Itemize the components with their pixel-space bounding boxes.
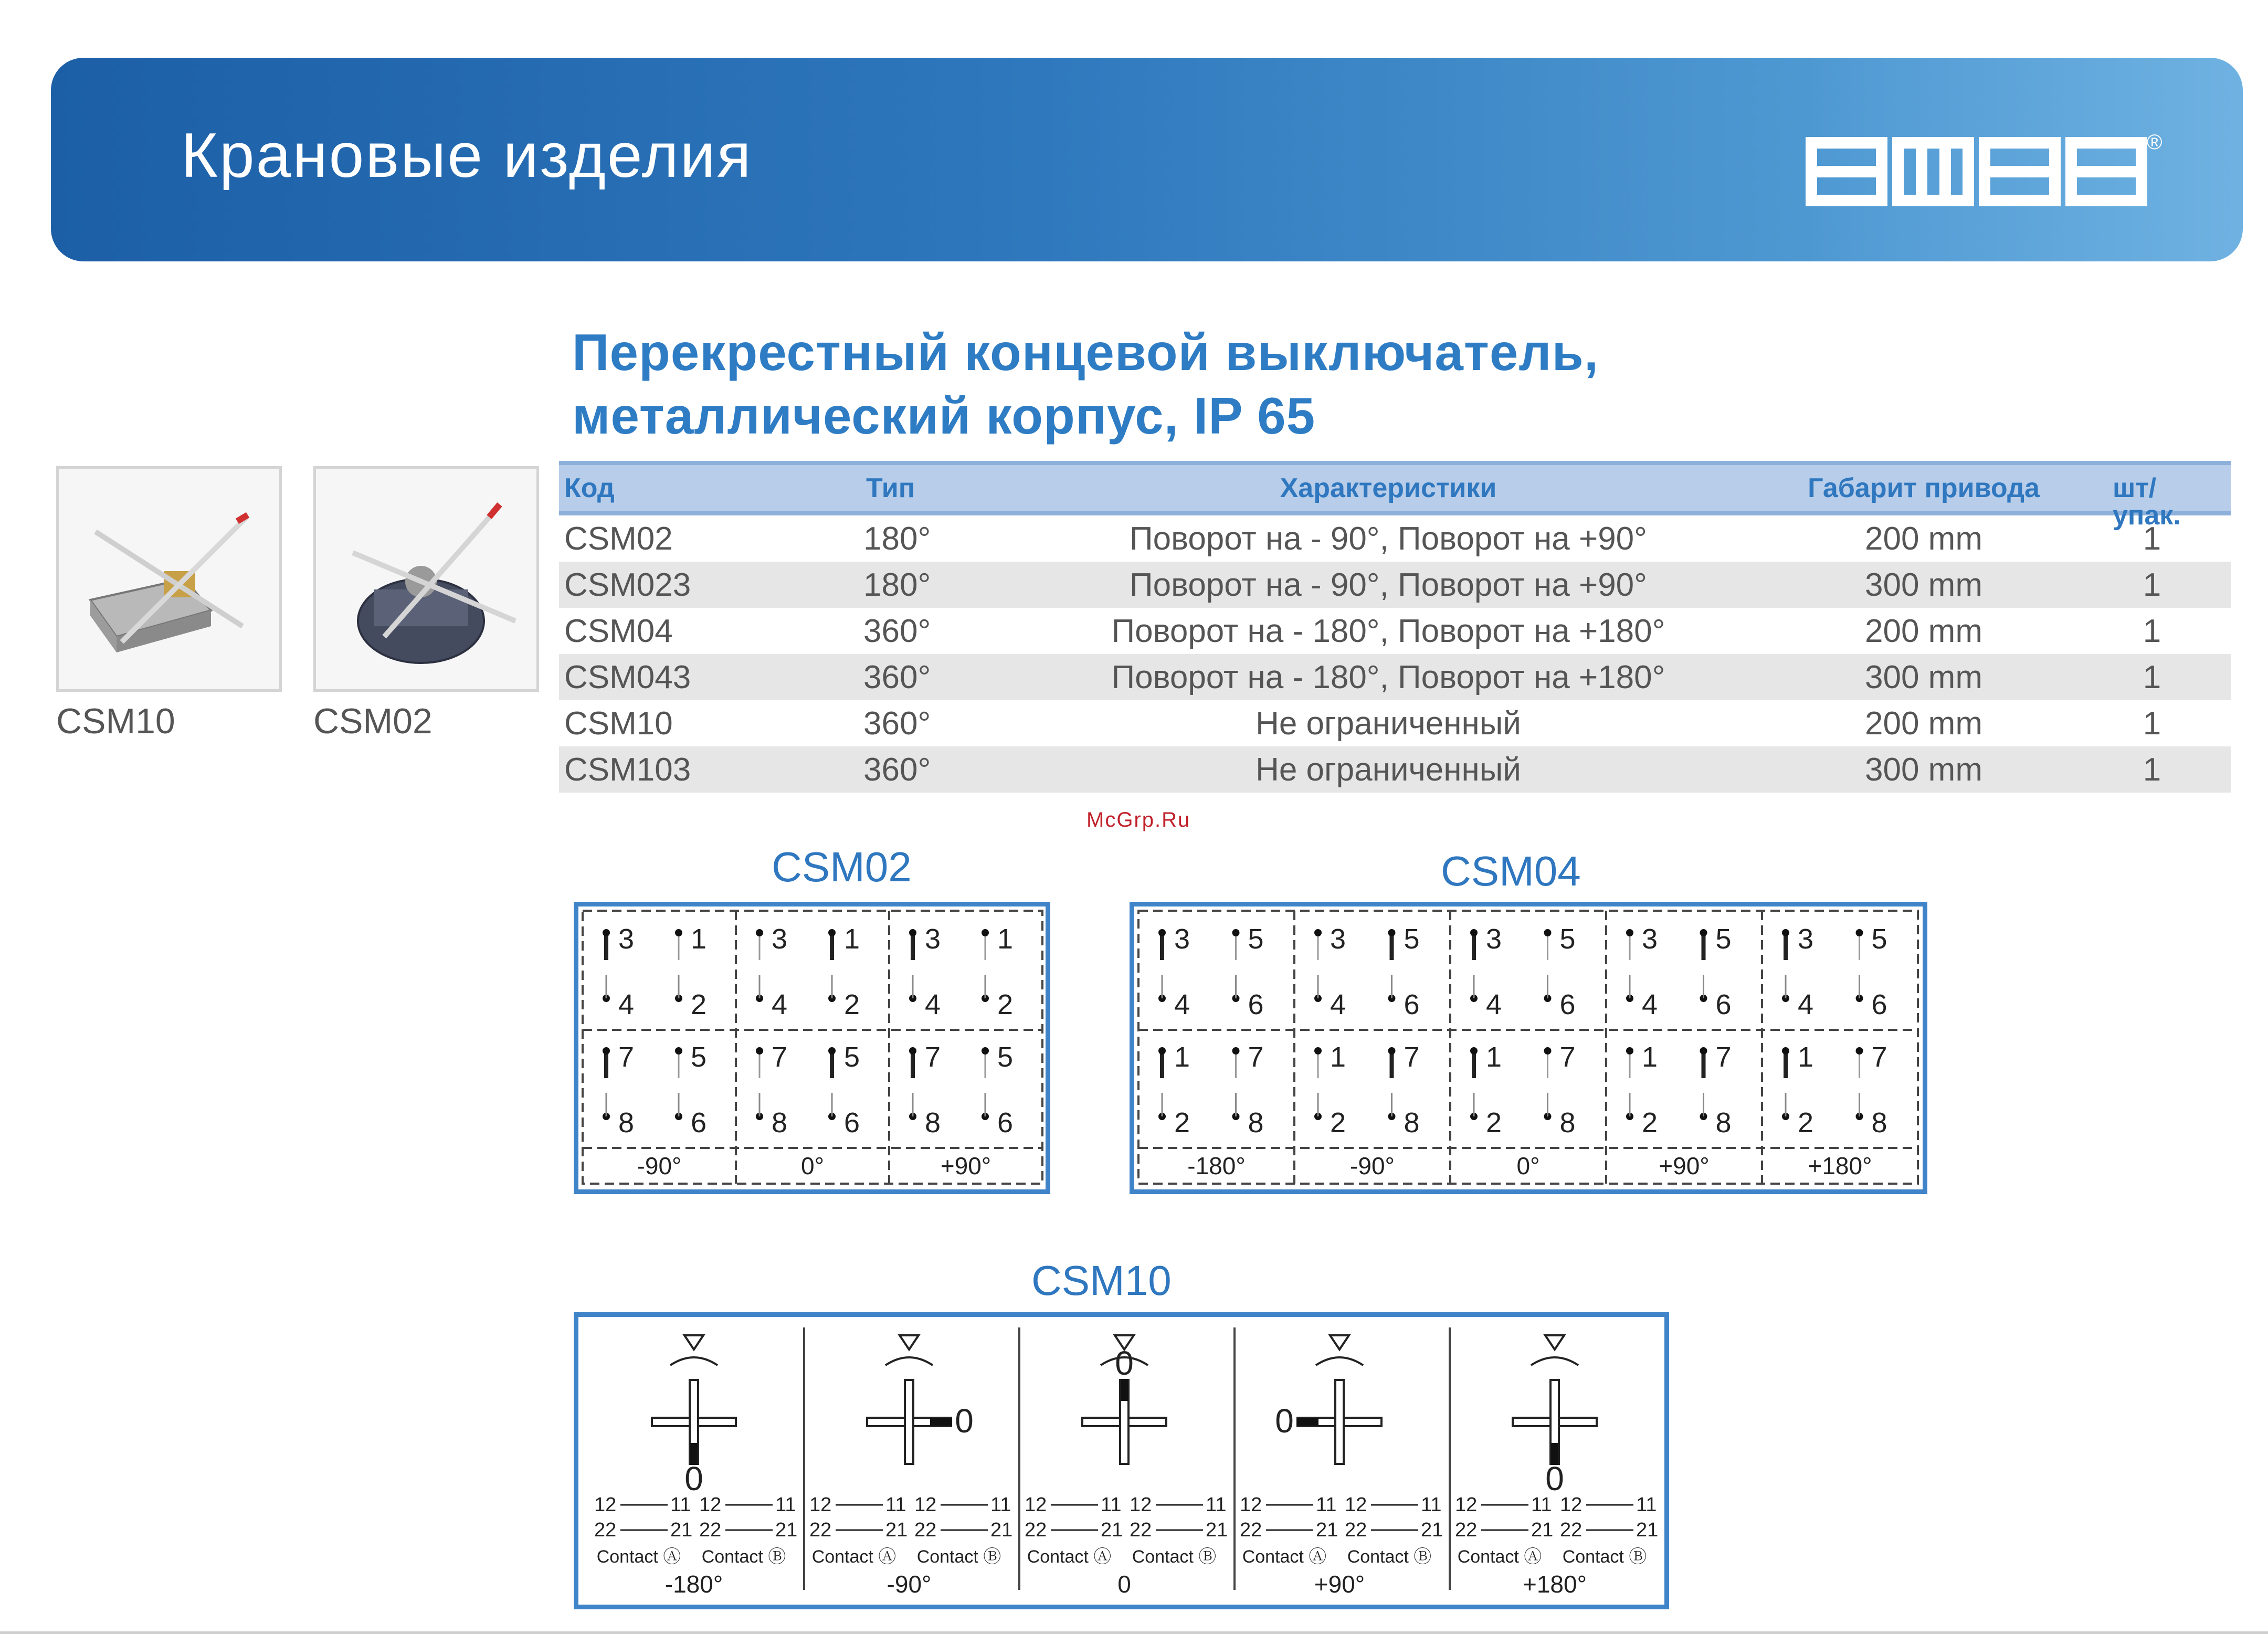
contact-point <box>1626 929 1633 936</box>
csm04-title: CSM04 <box>1441 848 1581 894</box>
csm04-contact-grid <box>1134 906 1923 1189</box>
contact-point <box>1232 1047 1240 1055</box>
switch-photo-illustration <box>316 469 536 689</box>
cell-type: 180° <box>863 521 931 557</box>
header-code: Код <box>564 473 615 503</box>
terminal-number: 12 <box>1560 1494 1583 1516</box>
terminal-number: 4 <box>618 989 635 1020</box>
photo-caption-csm10: CSM10 <box>56 701 175 741</box>
terminal-number: 1 <box>1330 1041 1346 1073</box>
terminal-number: 7 <box>924 1041 941 1073</box>
terminal-number: 21 <box>1421 1519 1443 1541</box>
terminal-number: 3 <box>1797 923 1814 955</box>
angle-label: +180° <box>1522 1570 1587 1598</box>
cell-code: CSM04 <box>564 613 673 649</box>
contact-point <box>675 1047 682 1055</box>
terminal-number: 12 <box>1240 1494 1262 1516</box>
registered-mark: ® <box>2147 131 2162 154</box>
terminal-number: 21 <box>1206 1519 1228 1541</box>
terminal-number: 11 <box>885 1494 906 1516</box>
terminal-number: 12 <box>699 1494 722 1516</box>
terminal-number: 6 <box>1559 989 1576 1020</box>
terminal-number: 5 <box>1404 923 1420 955</box>
table-row <box>559 515 2231 562</box>
terminal-number: 11 <box>990 1494 1011 1516</box>
csm04-diagram <box>1130 902 1927 1194</box>
terminal-number: 22 <box>914 1519 937 1541</box>
terminal-number: 2 <box>1641 1107 1658 1138</box>
banner-title: Крановые изделия <box>181 120 753 191</box>
cell-pack-qty: 1 <box>2143 752 2161 788</box>
contact-label: Contact Ⓑ <box>1562 1547 1647 1567</box>
cell-code: CSM043 <box>564 659 691 695</box>
table-body <box>559 515 2231 793</box>
cell-code: CSM023 <box>564 567 691 603</box>
contact-label: Contact Ⓑ <box>1132 1547 1217 1567</box>
contact-point <box>982 929 989 936</box>
contact-point <box>1856 929 1863 936</box>
terminal-number: 22 <box>809 1519 832 1541</box>
product-heading-line1: Перекрестный концевой выключатель, <box>572 323 1599 381</box>
terminal-number: 21 <box>1101 1519 1123 1541</box>
rotation-arrow-icon <box>1531 1357 1578 1365</box>
terminal-number: 12 <box>914 1494 937 1516</box>
contact-label: Contact Ⓐ <box>1242 1547 1327 1567</box>
csm10-contact-grid <box>578 1317 1664 1605</box>
terminal-number: 7 <box>1871 1041 1887 1073</box>
grid-outer-dash <box>583 911 1042 1184</box>
pointer-triangle-icon <box>900 1335 919 1350</box>
terminal-number: 12 <box>809 1494 832 1516</box>
cell-pack-qty: 1 <box>2143 705 2161 742</box>
cell-characteristics: Не ограниченный <box>1256 705 1521 742</box>
csm02-diagram <box>574 902 1050 1194</box>
contact-label: Contact Ⓐ <box>811 1547 896 1567</box>
contact-label: Contact Ⓐ <box>1027 1547 1112 1567</box>
cell-actuator-size: 300 mm <box>1865 752 1982 788</box>
terminal-number: 2 <box>843 989 860 1020</box>
product-table <box>559 461 2231 793</box>
lever-vertical <box>1335 1380 1344 1464</box>
contact-label: Contact Ⓐ <box>596 1547 681 1567</box>
terminal-number: 1 <box>843 923 860 955</box>
terminal-number: 6 <box>843 1107 860 1138</box>
contact-point <box>1388 929 1396 936</box>
cell-type: 360° <box>863 613 931 649</box>
terminal-number: 11 <box>1636 1494 1657 1516</box>
terminal-number: 1 <box>1485 1041 1502 1073</box>
cell-pack-qty: 1 <box>2143 567 2161 603</box>
angle-label: +90° <box>1659 1152 1710 1179</box>
terminal-number: 4 <box>1641 989 1658 1020</box>
bottom-rule <box>0 1631 2268 1634</box>
terminal-number: 4 <box>1485 989 1502 1020</box>
contact-point <box>828 1047 836 1055</box>
contact-point <box>1388 1047 1396 1055</box>
switch-photo-illustration <box>59 469 279 689</box>
contact-point <box>1626 1047 1633 1055</box>
terminal-number: 3 <box>1330 923 1346 955</box>
csm02-title: CSM02 <box>772 844 912 890</box>
terminal-number: 3 <box>1641 923 1658 955</box>
contact-point <box>1470 929 1478 936</box>
terminal-number: 3 <box>771 923 788 955</box>
header-characteristics: Характеристики <box>1280 473 1497 503</box>
table-row <box>559 700 2231 746</box>
terminal-number: 12 <box>1455 1494 1478 1516</box>
csm02-contact-grid <box>578 906 1046 1189</box>
terminal-number: 22 <box>1240 1519 1262 1541</box>
header-type: Тип <box>866 473 915 503</box>
angle-label: -90° <box>1350 1152 1395 1179</box>
cell-characteristics: Поворот на - 90°, Поворот на +90° <box>1130 521 1647 557</box>
terminal-number: 11 <box>1316 1494 1337 1516</box>
photo-caption-csm02: CSM02 <box>313 701 432 741</box>
terminal-number: 5 <box>1559 923 1576 955</box>
product-photo-csm02 <box>313 466 539 692</box>
terminal-number: 11 <box>670 1494 691 1516</box>
cell-code: CSM103 <box>564 752 691 788</box>
terminal-number: 1 <box>1174 1041 1190 1073</box>
table-row <box>559 654 2231 700</box>
rotation-arrow-icon <box>1316 1357 1363 1365</box>
terminal-number: 21 <box>1636 1519 1659 1541</box>
terminal-number: 1 <box>1797 1041 1814 1073</box>
contact-point <box>982 1047 989 1055</box>
contact-point <box>1782 1047 1789 1055</box>
table-header <box>559 461 2231 531</box>
contact-point <box>1544 1047 1552 1055</box>
terminal-number: 5 <box>690 1041 707 1073</box>
terminal-number: 22 <box>1345 1519 1367 1541</box>
terminal-number: 3 <box>618 923 635 955</box>
contact-point <box>1700 1047 1707 1055</box>
watermark: McGrp.Ru <box>1086 808 1191 831</box>
angle-label: 0° <box>801 1152 824 1179</box>
rotation-arrow-icon <box>670 1357 718 1365</box>
terminal-number: 5 <box>1715 923 1732 955</box>
cell-pack-qty: 1 <box>2143 521 2161 557</box>
terminal-number: 8 <box>1871 1107 1887 1138</box>
terminal-number: 8 <box>924 1107 941 1138</box>
zero-label: 0 <box>684 1460 703 1498</box>
product-photo-csm10 <box>56 466 282 692</box>
contact-point <box>1782 929 1789 936</box>
angle-label: -90° <box>637 1152 682 1179</box>
lever-vertical <box>905 1380 913 1464</box>
angle-label: 0° <box>1516 1152 1540 1179</box>
terminal-number: 21 <box>775 1519 798 1541</box>
cell-actuator-size: 200 mm <box>1865 521 1982 557</box>
cell-code: CSM10 <box>564 705 673 742</box>
angle-label: +180° <box>1808 1152 1872 1179</box>
terminal-number: 2 <box>1174 1107 1190 1138</box>
contact-point <box>1544 929 1552 936</box>
terminal-number: 6 <box>1715 989 1732 1020</box>
cell-characteristics: Поворот на - 180°, Поворот на +180° <box>1111 659 1665 695</box>
terminal-number: 11 <box>1101 1494 1122 1516</box>
pointer-triangle-icon <box>1545 1335 1564 1350</box>
terminal-number: 4 <box>1330 989 1346 1020</box>
terminal-number: 1 <box>690 923 707 955</box>
contact-point <box>909 929 916 936</box>
terminal-number: 3 <box>924 923 941 955</box>
contact-point <box>756 1047 763 1055</box>
contact-point <box>1158 929 1166 936</box>
header-pack-qty: шт/упак. <box>2113 473 2181 531</box>
terminal-number: 21 <box>670 1519 693 1541</box>
cell-type: 360° <box>863 752 931 788</box>
terminal-number: 22 <box>594 1519 617 1541</box>
cell-code: CSM02 <box>564 521 673 557</box>
angle-label: +90° <box>1314 1570 1365 1598</box>
csm10-title: CSM10 <box>1031 1257 1172 1304</box>
zero-label: 0 <box>1275 1402 1294 1440</box>
header-actuator-size: Габарит привода <box>1808 473 2040 503</box>
table-row <box>559 746 2231 793</box>
terminal-number: 12 <box>1130 1494 1152 1516</box>
terminal-number: 4 <box>924 989 941 1020</box>
terminal-number: 4 <box>771 989 788 1020</box>
contact-point <box>1314 929 1322 936</box>
contact-point <box>675 929 682 936</box>
contact-label: Contact Ⓐ <box>1457 1547 1542 1567</box>
contact-point <box>756 929 763 936</box>
terminal-number: 21 <box>1531 1519 1554 1541</box>
terminal-number: 8 <box>1248 1107 1264 1138</box>
contact-point <box>1856 1047 1863 1055</box>
cell-type: 360° <box>863 659 931 695</box>
pointer-triangle-icon <box>684 1335 703 1350</box>
angle-label: -180° <box>1187 1152 1246 1179</box>
cell-characteristics: Поворот на - 90°, Поворот на +90° <box>1130 567 1647 603</box>
terminal-number: 22 <box>1025 1519 1047 1541</box>
cell-type: 180° <box>863 567 931 603</box>
cell-characteristics: Поворот на - 180°, Поворот на +180° <box>1111 613 1665 649</box>
csm10-diagram <box>574 1312 1669 1609</box>
contact-point <box>1232 929 1240 936</box>
product-heading-line2: металлический корпус, IP 65 <box>572 387 1316 445</box>
cell-characteristics: Не ограниченный <box>1256 752 1521 788</box>
terminal-number: 1 <box>1641 1041 1658 1073</box>
table-row <box>559 608 2231 654</box>
terminal-number: 2 <box>690 989 707 1020</box>
contact-point <box>1314 1047 1322 1055</box>
terminal-number: 8 <box>618 1107 635 1138</box>
terminal-number: 22 <box>699 1519 722 1541</box>
angle-label: 0 <box>1117 1570 1131 1598</box>
cell-actuator-size: 200 mm <box>1865 613 1982 649</box>
cell-pack-qty: 1 <box>2143 659 2161 695</box>
terminal-number: 5 <box>997 1041 1014 1073</box>
terminal-number: 2 <box>1330 1107 1346 1138</box>
terminal-number: 2 <box>1485 1107 1502 1138</box>
terminal-number: 5 <box>1871 923 1887 955</box>
terminal-number: 7 <box>771 1041 788 1073</box>
terminal-number: 5 <box>1248 923 1264 955</box>
terminal-number: 8 <box>1404 1107 1420 1138</box>
terminal-number: 11 <box>775 1494 796 1516</box>
terminal-number: 22 <box>1455 1519 1478 1541</box>
terminal-number: 21 <box>885 1519 908 1541</box>
terminal-number: 4 <box>1797 989 1814 1020</box>
pointer-triangle-icon <box>1330 1335 1349 1350</box>
cell-pack-qty: 1 <box>2143 613 2161 649</box>
cell-type: 360° <box>863 705 931 742</box>
terminal-number: 6 <box>997 1107 1014 1138</box>
rotation-arrow-icon <box>885 1357 933 1365</box>
terminal-number: 2 <box>1797 1107 1814 1138</box>
terminal-number: 8 <box>771 1107 788 1138</box>
terminal-number: 11 <box>1531 1494 1552 1516</box>
terminal-number: 7 <box>1248 1041 1264 1073</box>
terminal-number: 6 <box>1248 989 1264 1020</box>
contact-point <box>1470 1047 1478 1055</box>
contact-label: Contact Ⓑ <box>916 1547 1001 1567</box>
terminal-number: 12 <box>1025 1494 1047 1516</box>
angle-label: +90° <box>940 1152 991 1179</box>
terminal-number: 1 <box>997 923 1014 955</box>
terminal-number: 7 <box>1715 1041 1732 1073</box>
terminal-number: 7 <box>618 1041 635 1073</box>
terminal-number: 6 <box>1871 989 1887 1020</box>
terminal-number: 22 <box>1130 1519 1152 1541</box>
terminal-number: 6 <box>690 1107 707 1138</box>
terminal-number: 3 <box>1485 923 1502 955</box>
terminal-number: 7 <box>1404 1041 1420 1073</box>
terminal-number: 4 <box>1174 989 1190 1020</box>
angle-label: -180° <box>664 1570 723 1598</box>
terminal-number: 11 <box>1421 1494 1442 1516</box>
terminal-number: 8 <box>1715 1107 1732 1138</box>
terminal-number: 6 <box>1404 989 1420 1020</box>
terminal-number: 2 <box>997 989 1014 1020</box>
terminal-number: 3 <box>1174 923 1190 955</box>
contact-point <box>603 1047 610 1055</box>
cell-actuator-size: 300 mm <box>1865 659 1982 695</box>
contact-point <box>1158 1047 1166 1055</box>
contact-point <box>603 929 610 936</box>
zero-label: 0 <box>955 1402 974 1440</box>
contact-label: Contact Ⓑ <box>701 1547 786 1567</box>
zero-label: 0 <box>1545 1460 1564 1498</box>
terminal-number: 8 <box>1559 1107 1576 1138</box>
terminal-number: 11 <box>1206 1494 1227 1516</box>
contact-label: Contact Ⓑ <box>1347 1547 1432 1567</box>
contact-point <box>1700 929 1707 936</box>
contact-point <box>909 1047 916 1055</box>
terminal-number: 22 <box>1560 1519 1583 1541</box>
emas-logo <box>1806 128 2173 212</box>
terminal-number: 21 <box>990 1519 1013 1541</box>
zero-label: 0 <box>1115 1344 1134 1382</box>
terminal-number: 12 <box>594 1494 617 1516</box>
terminal-number: 5 <box>843 1041 860 1073</box>
table-row <box>559 562 2231 608</box>
cell-actuator-size: 200 mm <box>1865 705 1982 742</box>
angle-label: -90° <box>887 1570 932 1598</box>
terminal-number: 12 <box>1345 1494 1367 1516</box>
contact-point <box>828 929 836 936</box>
terminal-number: 7 <box>1559 1041 1576 1073</box>
terminal-number: 21 <box>1316 1519 1338 1541</box>
cell-actuator-size: 300 mm <box>1865 567 1982 603</box>
